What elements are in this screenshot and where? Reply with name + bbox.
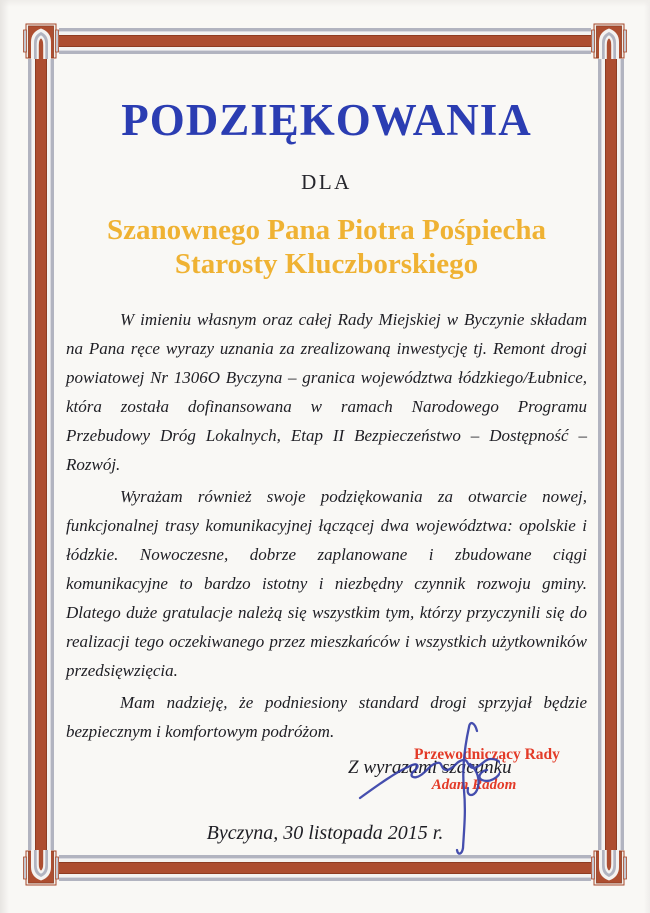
certificate-content (66, 0, 587, 779)
frame-band-left (28, 59, 54, 850)
gothic-arch-icon (591, 850, 627, 886)
recipient-role: Starosty Kluczborskiego (174, 248, 479, 280)
signer-title: Przewodniczący Rady (414, 746, 560, 763)
body-paragraph: W imieniu własnym oraz całej Rady Miejskiej w Byczynie składam na Pana ręce wyrazy uznania za zrealizowaną inwestycję tj. Remont drogi powiatowej Nr 1306O Byczyna – granica województwa łódzkiego/Łubnice, która została dofinansowana w ramach Narodowego Programu Przebudowy Dróg Lokalnych, Etap II Bezpieczeństwo – Dostępność – Rozwój. (66, 310, 587, 474)
signer-name: Adam Radom (431, 777, 517, 793)
corner-ornament-top-right (591, 23, 627, 59)
frame-band-bottom (59, 855, 591, 881)
body-paragraph: Mam nadzieję, że podniesiony standard drogi sprzyjał będzie bezpiecznym i komfortowym podróżom. (66, 693, 587, 741)
body-paragraph: Wyrażam również swoje podziękowania za otwarcie nowej, funkcjonalnej trasy komunikacyjnej łączącej dwa województwa: opolskie i łódzkie. Nowoczesne, dobrze zaplanowane i zbudowane ciągi komunikacyjne to bardzo istotny i niezbędny czynnik rozwoju gminy. Dlatego duże gratulacje należą się wszystkim tym, którzy przyczynili się do realizacji tego oczekiwanego przez mieszkańców i wszystkich użytkowników przedsięwzięcia. (66, 487, 587, 680)
closing-salutation: Z wyrazami szacunku (348, 757, 512, 778)
gothic-arch-icon (23, 23, 59, 59)
frame-band-right (598, 59, 624, 850)
corner-ornament-bottom-left (23, 850, 59, 886)
place-date: Byczyna, 30 listopada 2015 r. (206, 822, 444, 844)
body-text (66, 305, 587, 746)
gothic-arch-icon (591, 23, 627, 59)
certificate-title: PODZIĘKOWANIA (121, 95, 532, 145)
gothic-arch-icon (23, 850, 59, 886)
corner-ornament-bottom-right (591, 850, 627, 886)
recipient-block (66, 213, 587, 281)
recipient-name: Szanownego Pana Piotra Pośpiecha (106, 214, 547, 246)
corner-ornament-top-left (23, 23, 59, 59)
dedication-label: DLA (301, 170, 352, 194)
